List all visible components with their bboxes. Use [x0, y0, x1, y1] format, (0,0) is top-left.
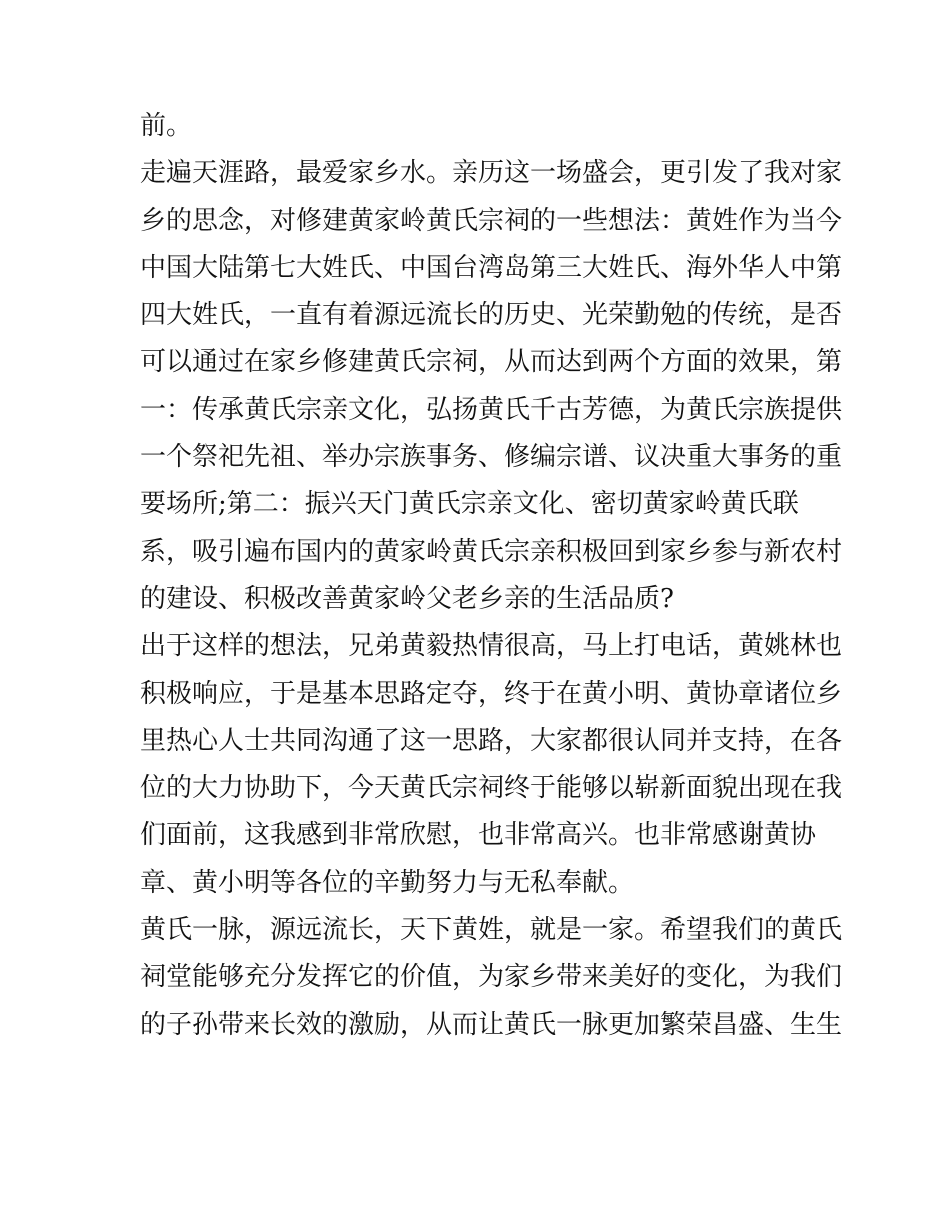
text-line: 前。 [140, 111, 193, 141]
text-line: 章、黄小明等各位的辛勤努力与无私奉献。 [140, 867, 635, 898]
text-line: 一：传承黄氏宗亲文化，弘扬黄氏千古芳德，为黄氏宗族提供 [140, 394, 843, 425]
text-line: 们面前，这我感到非常欣慰，也非常高兴。也非常感谢黄协 [140, 820, 817, 851]
text-line: 黄氏一脉，源远流长，天下黄姓，就是一家。希望我们的黄氏 [140, 915, 843, 946]
text-line: 可以通过在家乡修建黄氏宗祠，从而达到两个方面的效果，第 [140, 347, 843, 378]
text-line: 的建设、积极改善黄家岭父老乡亲的生活品质? [140, 583, 674, 614]
text-line: 要场所;第二：振兴天门黄氏宗亲文化、密切黄家岭黄氏联 [140, 489, 799, 520]
text-line: 乡的思念，对修建黄家岭黄氏宗祠的一些想法：黄姓作为当今 [140, 205, 843, 236]
text-line: 走遍天涯路，最爱家乡水。亲历这一场盛会，更引发了我对家 [140, 158, 843, 189]
text-line: 积极响应，于是基本思路定夺，终于在黄小明、黄协章诸位乡 [140, 678, 843, 709]
text-line: 四大姓氏，一直有着源远流长的历史、光荣勤勉的传统，是否 [140, 300, 843, 331]
text-line: 一个祭祀先祖、举办宗族事务、修编宗谱、议决重大事务的重 [140, 442, 843, 473]
text-line: 祠堂能够充分发挥它的价值，为家乡带来美好的变化，为我们 [140, 962, 843, 993]
text-line: 中国大陆第七大姓氏、中国台湾岛第三大姓氏、海外华人中第 [140, 252, 843, 283]
text-line: 系，吸引遍布国内的黄家岭黄氏宗亲积极回到家乡参与新农村 [140, 536, 843, 567]
text-line: 出于这样的想法，兄弟黄毅热情很高，马上打电话，黄姚林也 [140, 631, 843, 662]
document-body [140, 103, 843, 1049]
text-line: 的子孙带来长效的激励，从而让黄氏一脉更加繁荣昌盛、生生 [140, 1009, 843, 1040]
text-line: 位的大力协助下，今天黄氏宗祠终于能够以崭新面貌出现在我 [140, 773, 843, 804]
text-line: 里热心人士共同沟通了这一思路，大家都很认同并支持，在各 [140, 725, 843, 756]
